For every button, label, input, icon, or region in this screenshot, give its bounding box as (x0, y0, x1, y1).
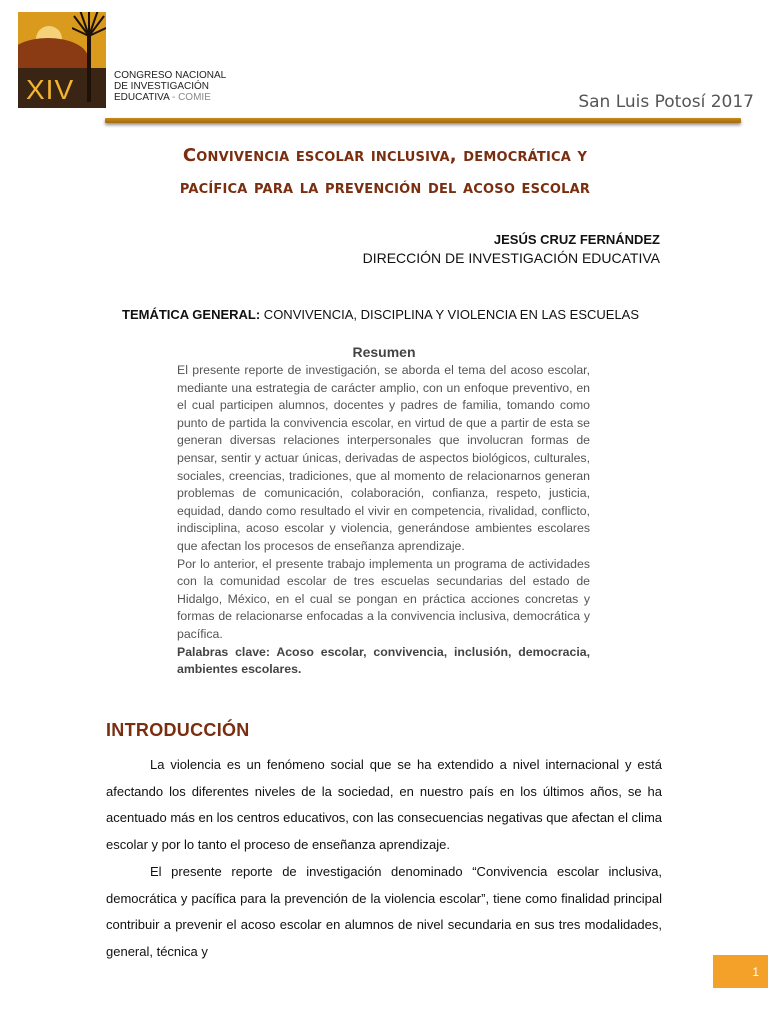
logo-emblem (18, 12, 106, 108)
title-line: Convivencia escolar inclusiva, democrática y (182, 145, 588, 166)
theme-value: CONVIVENCIA, DISCIPLINA Y VIOLENCIA EN LAS ESCUELAS (260, 307, 640, 322)
logo-line: DE INVESTIGACIÓN (114, 81, 210, 92)
body-paragraph: El presente reporte de investigación denominado “Convivencia escolar inclusiva, democrática y pacífica para la prevención de la violencia escolar”, tiene como finalidad principal contribuir a prevenir el acoso escolar en alumnos de nivel secundaria en sus tres modalidades, general, técnica y (106, 863, 662, 959)
abstract-paragraph: Por lo anterior, el presente trabajo implementa un programa de actividades con la comunidad escolar de tres escuelas secundarias del estado de Hidalgo, México, en el cual se pongan en práctica acciones concretas y formas de relacionarse enfocadas a la convivencia inclusiva, democrática y pacífica. (177, 556, 590, 641)
author-name: JESÚS CRUZ FERNÁNDEZ (493, 232, 660, 247)
yucca-plant-icon (72, 12, 106, 102)
abstract-heading: Resumen (352, 344, 416, 360)
title-line: pacífica para la prevención del acoso escolar (179, 177, 591, 198)
abstract-body (177, 362, 590, 679)
general-theme (122, 307, 639, 322)
page-number: 1 (713, 955, 768, 988)
body-paragraph: La violencia es un fenómeno social que se ha extendido a nivel internacional y está afectando los diferentes niveles de la sociedad, en nuestro país en los últimos años, se ha acentuado más en los centros educativos, con las consecuencias negativas que afectan el clima escolar y por lo tanto el proceso de enseñanza aprendizaje. (106, 757, 662, 853)
event-location: San Luis Potosí 2017 (578, 92, 754, 112)
logo-text (114, 70, 226, 103)
introduction-body (106, 752, 662, 966)
abstract-paragraph: El presente reporte de investigación, se aborda el tema del acoso escolar, mediante una estrategia de carácter amplio, con un enfoque preventivo, en el cual participen alumnos, docentes y padres de familia, tomando como punto de partida la convivencia escolar, en virtud de que a partir de esta se generan diversas relaciones interpersonales que involucran formas de pensar, sentir y actuar únicas, derivadas de aspectos biológicos, culturales, sociales, creencias, tradiciones, que al momento de relacionarnos generan problemas de comunicación, colaboración, confianza, respeto, justicia, equidad, dando como resultado el vivir en competencia, rivalidad, conflicto, indisciplina, acoso escolar y violencia, generándose ambientes escolares que afectan los procesos de enseñanza aprendizaje. (177, 363, 590, 553)
introduction-heading: INTRODUCCIÓN (106, 720, 250, 740)
logo-line: CONGRESO NACIONAL (114, 70, 227, 81)
congress-logo (18, 12, 228, 112)
author-affiliation: DIRECCIÓN DE INVESTIGACIÓN EDUCATIVA (362, 250, 660, 266)
logo-line-main: EDUCATIVA (114, 92, 170, 103)
logo-line-sub: - COMIE (169, 92, 211, 103)
logo-line (114, 92, 226, 103)
paper-title (100, 140, 670, 204)
logo-numeral: XIV (26, 74, 75, 105)
header-divider (105, 118, 741, 123)
theme-label: TEMÁTICA GENERAL: (122, 307, 261, 322)
keywords: Palabras clave: Acoso escolar, convivencia, inclusión, democracia, ambientes escolares. (177, 644, 590, 677)
